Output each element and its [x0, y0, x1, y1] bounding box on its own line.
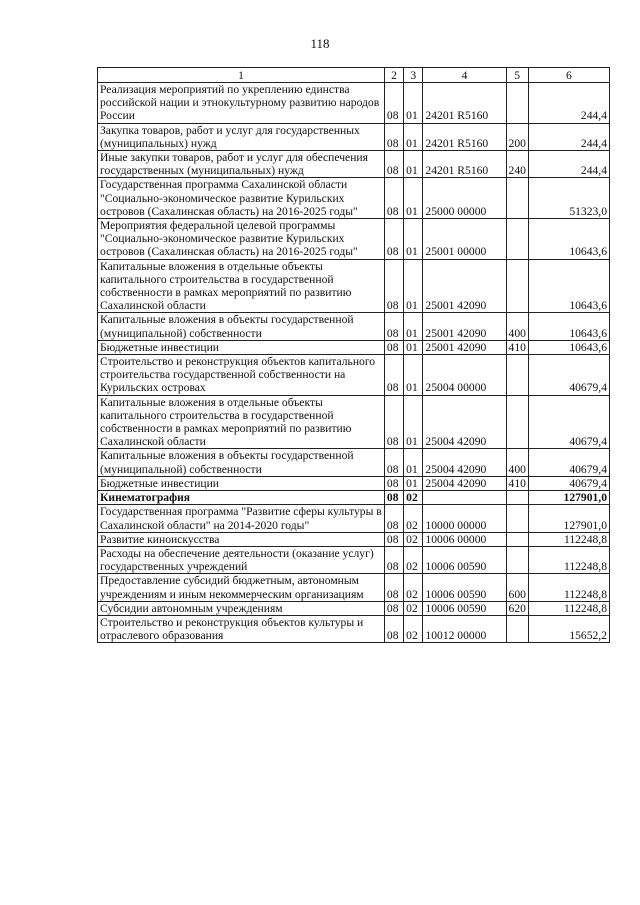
row-amount: 15652,2 [528, 615, 609, 642]
header-col-4: 4 [423, 68, 506, 83]
row-target-article: 10000 00000 [423, 505, 506, 532]
row-amount: 112248,8 [528, 601, 609, 615]
row-amount: 127901,0 [528, 491, 609, 505]
row-target-article: 10006 00590 [423, 546, 506, 573]
row-section: 08 [384, 313, 403, 340]
row-expense-type [506, 395, 528, 449]
row-name: Государственная программа Сахалинской области "Социально-экономическое развитие Курильских островов (Сахалинская область) на 2016-2025 годы" [98, 178, 385, 219]
row-expense-type: 410 [506, 340, 528, 354]
row-expense-type [506, 505, 528, 532]
row-name: Мероприятия федеральной целевой программы "Социально-экономическое развитие Курильских островов (Сахалинская область) на 2016-2025 годы" [98, 219, 385, 260]
row-section: 08 [384, 151, 403, 178]
table-row [98, 178, 610, 219]
row-subsection: 01 [404, 395, 423, 449]
row-subsection: 01 [404, 259, 423, 313]
row-expense-type: 410 [506, 476, 528, 490]
budget-table [97, 67, 610, 643]
row-subsection: 02 [404, 546, 423, 573]
row-target-article: 10012 00000 [423, 615, 506, 642]
row-name: Строительство и реконструкция объектов культуры и отраслевого образования [98, 615, 385, 642]
row-expense-type: 400 [506, 313, 528, 340]
row-amount: 244,4 [528, 83, 609, 124]
row-name: Иные закупки товаров, работ и услуг для обеспечения государственных (муниципальных) нужд [98, 151, 385, 178]
row-name: Строительство и реконструкция объектов капитального строительства государственной собственности на Курильских островах [98, 355, 385, 396]
row-name: Капитальные вложения в объекты государственной (муниципальной) собственности [98, 449, 385, 476]
table-row [98, 83, 610, 124]
row-amount: 112248,8 [528, 532, 609, 546]
row-name: Кинематография [98, 491, 385, 505]
table-row [98, 546, 610, 573]
row-section: 08 [384, 178, 403, 219]
row-subsection: 01 [404, 449, 423, 476]
row-subsection: 01 [404, 476, 423, 490]
header-col-2: 2 [384, 68, 403, 83]
row-target-article [423, 491, 506, 505]
row-subsection: 01 [404, 355, 423, 396]
header-col-3: 3 [404, 68, 423, 83]
row-name: Реализация мероприятий по укреплению единства российской нации и этнокультурному развитию народов России [98, 83, 385, 124]
row-amount: 40679,4 [528, 476, 609, 490]
row-expense-type [506, 546, 528, 573]
row-amount: 10643,6 [528, 340, 609, 354]
row-subsection: 02 [404, 601, 423, 615]
table-row [98, 151, 610, 178]
table-row [98, 340, 610, 354]
row-target-article: 25004 00000 [423, 355, 506, 396]
row-amount: 112248,8 [528, 574, 609, 601]
row-expense-type: 240 [506, 151, 528, 178]
table-row [98, 615, 610, 642]
row-expense-type: 620 [506, 601, 528, 615]
row-target-article: 10006 00590 [423, 601, 506, 615]
row-name: Предоставление субсидий бюджетным, автономным учреждениям и иным некоммерческим организациям [98, 574, 385, 601]
header-col-6: 6 [528, 68, 609, 83]
table-row [98, 313, 610, 340]
row-section: 08 [384, 532, 403, 546]
table-row [98, 505, 610, 532]
table-row [98, 491, 610, 505]
row-subsection: 02 [404, 491, 423, 505]
table-row [98, 355, 610, 396]
row-amount: 112248,8 [528, 546, 609, 573]
row-subsection: 01 [404, 219, 423, 260]
row-expense-type [506, 178, 528, 219]
table-row [98, 574, 610, 601]
row-name: Капитальные вложения в объекты государственной (муниципальной) собственности [98, 313, 385, 340]
row-subsection: 01 [404, 151, 423, 178]
row-target-article: 24201 R5160 [423, 83, 506, 124]
table-body [98, 83, 610, 643]
header-col-5: 5 [506, 68, 528, 83]
row-subsection: 02 [404, 532, 423, 546]
row-section: 08 [384, 491, 403, 505]
table-row [98, 532, 610, 546]
row-expense-type [506, 259, 528, 313]
row-expense-type: 600 [506, 574, 528, 601]
row-target-article: 25004 42090 [423, 476, 506, 490]
row-section: 08 [384, 546, 403, 573]
row-name: Субсидии автономным учреждениям [98, 601, 385, 615]
row-subsection: 01 [404, 313, 423, 340]
row-name: Капитальные вложения в отдельные объекты капитального строительства в государственной собственности в рамках мероприятий по развитию Сахалинской области [98, 395, 385, 449]
row-section: 08 [384, 123, 403, 150]
table-row [98, 219, 610, 260]
table-row [98, 123, 610, 150]
row-expense-type: 400 [506, 449, 528, 476]
row-expense-type [506, 355, 528, 396]
row-name: Закупка товаров, работ и услуг для государственных (муниципальных) нужд [98, 123, 385, 150]
row-section: 08 [384, 355, 403, 396]
row-target-article: 25004 42090 [423, 449, 506, 476]
row-subsection: 01 [404, 340, 423, 354]
row-section: 08 [384, 615, 403, 642]
row-amount: 40679,4 [528, 395, 609, 449]
row-section: 08 [384, 395, 403, 449]
row-amount: 244,4 [528, 123, 609, 150]
row-section: 08 [384, 83, 403, 124]
row-expense-type [506, 532, 528, 546]
row-amount: 40679,4 [528, 355, 609, 396]
row-name: Государственная программа "Развитие сферы культуры в Сахалинской области" на 2014-2020 годы" [98, 505, 385, 532]
row-amount: 51323,0 [528, 178, 609, 219]
row-amount: 10643,6 [528, 313, 609, 340]
row-name: Капитальные вложения в отдельные объекты капитального строительства в государственной собственности в рамках мероприятий по развитию Сахалинской области [98, 259, 385, 313]
row-target-article: 24201 R5160 [423, 123, 506, 150]
row-target-article: 25001 42090 [423, 313, 506, 340]
row-section: 08 [384, 259, 403, 313]
row-section: 08 [384, 601, 403, 615]
row-subsection: 02 [404, 574, 423, 601]
table-row [98, 259, 610, 313]
row-subsection: 01 [404, 83, 423, 124]
row-amount: 40679,4 [528, 449, 609, 476]
row-target-article: 10006 00590 [423, 574, 506, 601]
row-target-article: 10006 00000 [423, 532, 506, 546]
row-target-article: 25001 00000 [423, 219, 506, 260]
row-target-article: 25001 42090 [423, 340, 506, 354]
row-subsection: 01 [404, 123, 423, 150]
row-target-article: 25001 42090 [423, 259, 506, 313]
table-row [98, 449, 610, 476]
row-subsection: 02 [404, 615, 423, 642]
row-section: 08 [384, 505, 403, 532]
row-expense-type: 200 [506, 123, 528, 150]
row-target-article: 24201 R5160 [423, 151, 506, 178]
row-target-article: 25000 00000 [423, 178, 506, 219]
row-expense-type [506, 219, 528, 260]
row-section: 08 [384, 574, 403, 601]
row-section: 08 [384, 219, 403, 260]
row-subsection: 01 [404, 178, 423, 219]
table-row [98, 395, 610, 449]
row-amount: 127901,0 [528, 505, 609, 532]
row-expense-type [506, 491, 528, 505]
row-name: Расходы на обеспечение деятельности (оказание услуг) государственных учреждений [98, 546, 385, 573]
row-subsection: 02 [404, 505, 423, 532]
row-amount: 10643,6 [528, 219, 609, 260]
row-section: 08 [384, 340, 403, 354]
table-row [98, 476, 610, 490]
row-name: Развитие киноискусства [98, 532, 385, 546]
row-section: 08 [384, 476, 403, 490]
row-expense-type [506, 83, 528, 124]
row-expense-type [506, 615, 528, 642]
row-name: Бюджетные инвестиции [98, 476, 385, 490]
row-amount: 10643,6 [528, 259, 609, 313]
row-section: 08 [384, 449, 403, 476]
page-number: 118 [310, 36, 330, 51]
row-name: Бюджетные инвестиции [98, 340, 385, 354]
table-row [98, 601, 610, 615]
table-header-row [98, 68, 610, 83]
row-amount: 244,4 [528, 151, 609, 178]
header-col-1: 1 [98, 68, 385, 83]
row-target-article: 25004 42090 [423, 395, 506, 449]
